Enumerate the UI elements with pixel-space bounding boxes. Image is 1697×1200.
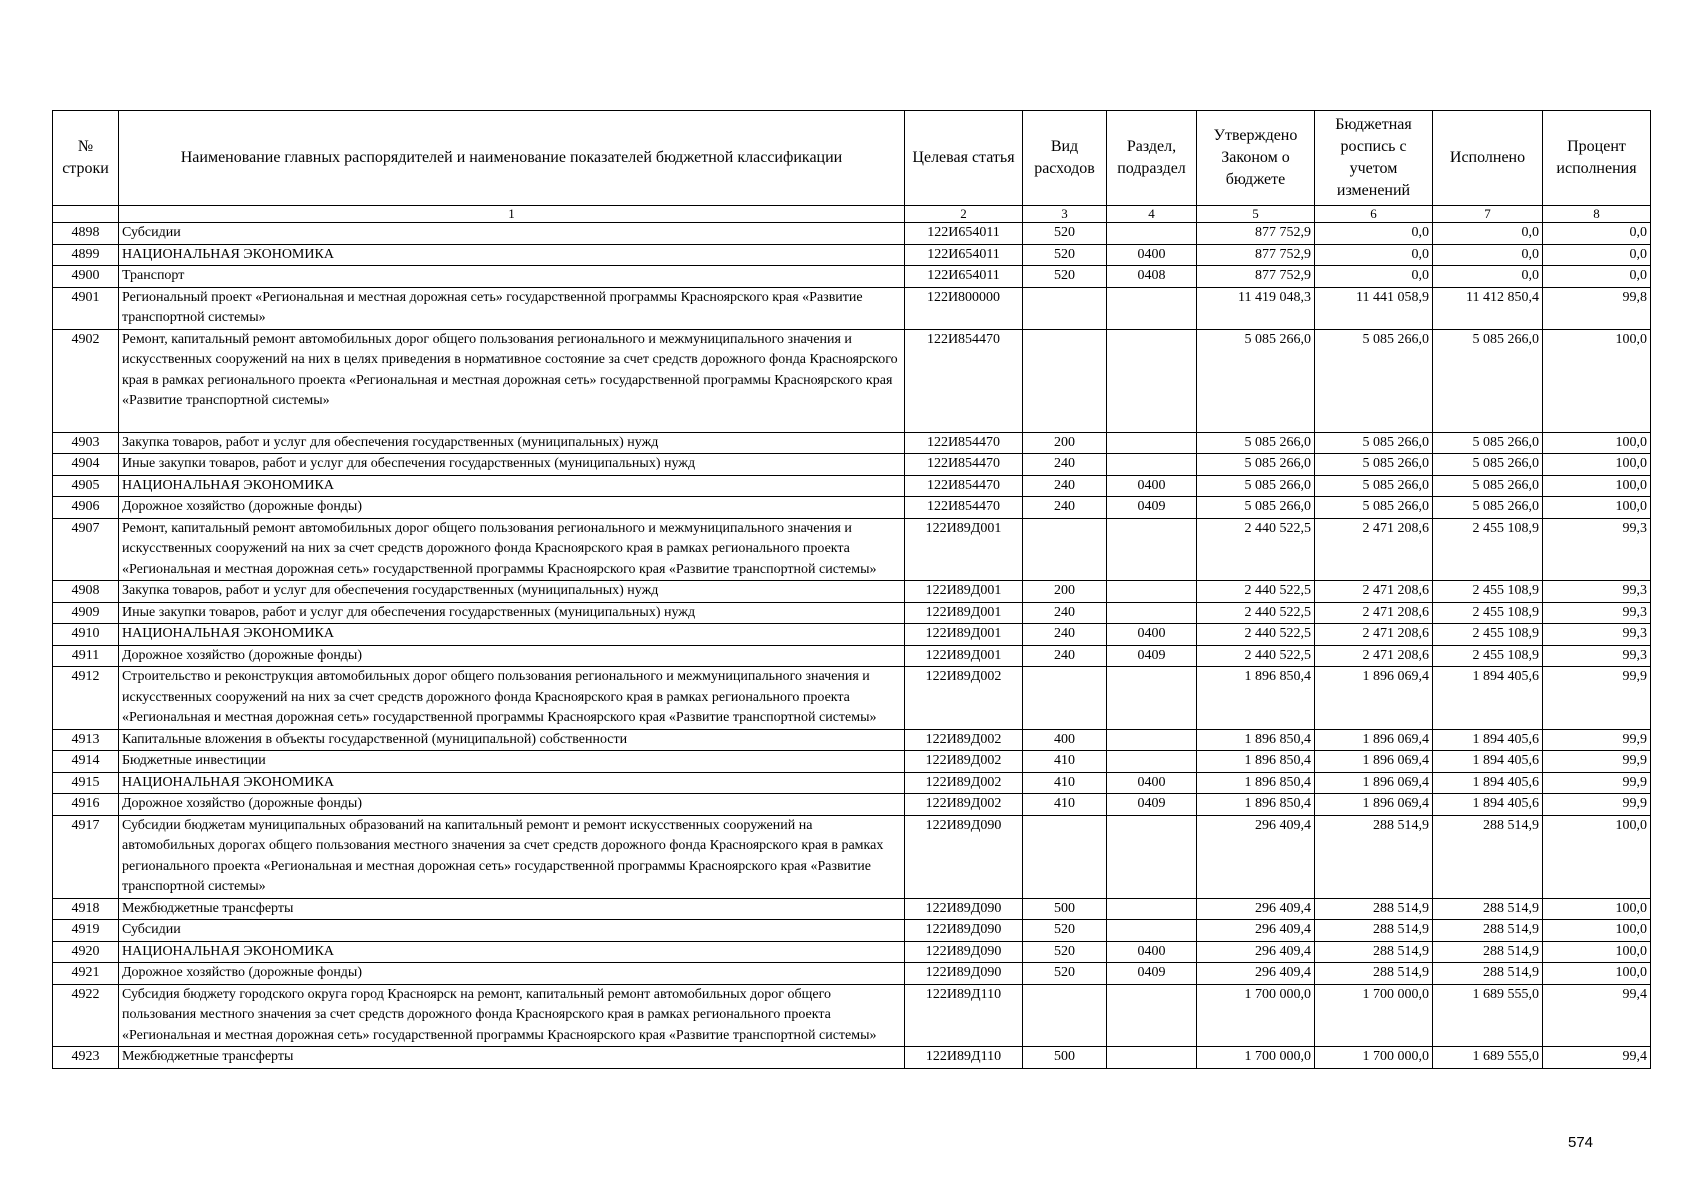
roster-amount-cell: 1 896 069,4 (1315, 751, 1433, 773)
row-number-cell: 4900 (53, 266, 119, 288)
roster-amount-cell: 0,0 (1315, 244, 1433, 266)
row-number-cell: 4919 (53, 920, 119, 942)
roster-amount-cell: 0,0 (1315, 223, 1433, 245)
section-cell (1107, 1047, 1197, 1069)
row-name-cell: Ремонт, капитальный ремонт автомобильных дорог общего пользования регионального и межмуниципального значения и искусственных сооружений на них за счет средств дорожного фонда Красноярского края в рамках регионального проекта «Региональная и местная дорожная сеть» государственной программы Красноярского края «Развитие транспортной системы» (119, 518, 905, 581)
row-number-cell: 4911 (53, 645, 119, 667)
target-article-cell: 122И89Д002 (905, 751, 1023, 773)
executed-amount-cell: 2 455 108,9 (1433, 624, 1543, 646)
executed-amount-cell: 1 894 405,6 (1433, 794, 1543, 816)
approved-amount-cell: 2 440 522,5 (1197, 581, 1315, 603)
row-number-cell: 4908 (53, 581, 119, 603)
approved-amount-cell: 11 419 048,3 (1197, 287, 1315, 329)
section-cell (1107, 815, 1197, 898)
row-number-cell: 4903 (53, 432, 119, 454)
target-article-cell: 122И89Д090 (905, 963, 1023, 985)
executed-amount-cell: 288 514,9 (1433, 815, 1543, 898)
row-number-cell: 4918 (53, 898, 119, 920)
approved-amount-cell: 5 085 266,0 (1197, 497, 1315, 519)
section-cell: 0400 (1107, 624, 1197, 646)
roster-amount-cell: 288 514,9 (1315, 920, 1433, 942)
row-number-cell: 4902 (53, 329, 119, 432)
section-cell: 0409 (1107, 645, 1197, 667)
target-article-cell: 122И854470 (905, 329, 1023, 432)
row-name-cell: Капитальные вложения в объекты государственной (муниципальной) собственности (119, 729, 905, 751)
percent-cell: 99,8 (1543, 287, 1651, 329)
executed-amount-cell: 2 455 108,9 (1433, 602, 1543, 624)
expense-type-cell: 520 (1023, 963, 1107, 985)
table-row (53, 329, 1651, 432)
row-name-cell: Строительство и реконструкция автомобильных дорог общего пользования регионального и межмуниципального значения и искусственных сооружений на них за счет средств дорожного фонда Красноярского края в рамках регионального проекта «Региональная и местная дорожная сеть» государственной программы Красноярского края «Развитие транспортной системы» (119, 667, 905, 730)
approved-amount-cell: 877 752,9 (1197, 244, 1315, 266)
percent-cell: 0,0 (1543, 244, 1651, 266)
col-header-rz: Раздел, подраздел (1107, 111, 1197, 206)
percent-cell: 100,0 (1543, 329, 1651, 432)
row-name-cell: Дорожное хозяйство (дорожные фонды) (119, 963, 905, 985)
expense-type-cell: 410 (1023, 772, 1107, 794)
row-name-cell: Субсидии (119, 920, 905, 942)
table-row (53, 920, 1651, 942)
executed-amount-cell: 5 085 266,0 (1433, 497, 1543, 519)
row-name-cell: НАЦИОНАЛЬНАЯ ЭКОНОМИКА (119, 941, 905, 963)
table-row (53, 432, 1651, 454)
percent-cell: 0,0 (1543, 266, 1651, 288)
executed-amount-cell: 0,0 (1433, 223, 1543, 245)
roster-amount-cell: 288 514,9 (1315, 898, 1433, 920)
target-article-cell: 122И89Д110 (905, 1047, 1023, 1069)
row-number-cell: 4923 (53, 1047, 119, 1069)
column-number-row (53, 206, 1651, 223)
section-cell: 0409 (1107, 963, 1197, 985)
target-article-cell: 122И89Д002 (905, 772, 1023, 794)
col-number: 4 (1107, 206, 1197, 223)
section-cell (1107, 667, 1197, 730)
roster-amount-cell: 2 471 208,6 (1315, 624, 1433, 646)
section-cell (1107, 287, 1197, 329)
row-name-cell: Дорожное хозяйство (дорожные фонды) (119, 497, 905, 519)
expense-type-cell: 240 (1023, 645, 1107, 667)
col-header-row-no: № строки (53, 111, 119, 206)
table-body (53, 223, 1651, 1069)
row-number-cell: 4907 (53, 518, 119, 581)
expense-type-cell (1023, 984, 1107, 1047)
percent-cell: 100,0 (1543, 941, 1651, 963)
row-number-cell: 4898 (53, 223, 119, 245)
percent-cell: 99,9 (1543, 772, 1651, 794)
row-name-cell: Региональный проект «Региональная и местная дорожная сеть» государственной программы Красноярского края «Развитие транспортной системы» (119, 287, 905, 329)
target-article-cell: 122И89Д002 (905, 794, 1023, 816)
section-cell (1107, 898, 1197, 920)
percent-cell: 100,0 (1543, 497, 1651, 519)
row-name-cell: НАЦИОНАЛЬНАЯ ЭКОНОМИКА (119, 475, 905, 497)
percent-cell: 99,9 (1543, 667, 1651, 730)
expense-type-cell (1023, 815, 1107, 898)
roster-amount-cell: 1 700 000,0 (1315, 1047, 1433, 1069)
expense-type-cell: 240 (1023, 475, 1107, 497)
approved-amount-cell: 1 896 850,4 (1197, 772, 1315, 794)
percent-cell: 99,3 (1543, 624, 1651, 646)
col-number: 2 (905, 206, 1023, 223)
col-number: 6 (1315, 206, 1433, 223)
percent-cell: 100,0 (1543, 454, 1651, 476)
executed-amount-cell: 2 455 108,9 (1433, 581, 1543, 603)
row-name-cell: Дорожное хозяйство (дорожные фонды) (119, 794, 905, 816)
expense-type-cell: 400 (1023, 729, 1107, 751)
col-header-executed: Исполнено (1433, 111, 1543, 206)
executed-amount-cell: 5 085 266,0 (1433, 475, 1543, 497)
target-article-cell: 122И854470 (905, 454, 1023, 476)
table-row (53, 266, 1651, 288)
table-row (53, 581, 1651, 603)
approved-amount-cell: 5 085 266,0 (1197, 329, 1315, 432)
roster-amount-cell: 11 441 058,9 (1315, 287, 1433, 329)
target-article-cell: 122И89Д090 (905, 898, 1023, 920)
section-cell: 0400 (1107, 772, 1197, 794)
target-article-cell: 122И89Д001 (905, 645, 1023, 667)
expense-type-cell: 200 (1023, 581, 1107, 603)
row-number-cell: 4901 (53, 287, 119, 329)
target-article-cell: 122И89Д001 (905, 602, 1023, 624)
executed-amount-cell: 288 514,9 (1433, 920, 1543, 942)
row-number-cell: 4917 (53, 815, 119, 898)
roster-amount-cell: 2 471 208,6 (1315, 602, 1433, 624)
approved-amount-cell: 1 896 850,4 (1197, 794, 1315, 816)
col-number: 1 (119, 206, 905, 223)
col-number: 7 (1433, 206, 1543, 223)
expense-type-cell: 240 (1023, 497, 1107, 519)
table-row (53, 941, 1651, 963)
percent-cell: 99,3 (1543, 581, 1651, 603)
section-cell (1107, 920, 1197, 942)
row-number-cell: 4922 (53, 984, 119, 1047)
budget-table (52, 110, 1651, 1069)
approved-amount-cell: 5 085 266,0 (1197, 454, 1315, 476)
approved-amount-cell: 2 440 522,5 (1197, 602, 1315, 624)
executed-amount-cell: 5 085 266,0 (1433, 454, 1543, 476)
col-number-empty (53, 206, 119, 223)
roster-amount-cell: 0,0 (1315, 266, 1433, 288)
col-number: 8 (1543, 206, 1651, 223)
row-number-cell: 4909 (53, 602, 119, 624)
roster-amount-cell: 1 896 069,4 (1315, 772, 1433, 794)
expense-type-cell: 500 (1023, 1047, 1107, 1069)
expense-type-cell (1023, 287, 1107, 329)
row-number-cell: 4914 (53, 751, 119, 773)
section-cell: 0400 (1107, 244, 1197, 266)
section-cell: 0400 (1107, 941, 1197, 963)
executed-amount-cell: 1 894 405,6 (1433, 751, 1543, 773)
approved-amount-cell: 296 409,4 (1197, 898, 1315, 920)
approved-amount-cell: 2 440 522,5 (1197, 645, 1315, 667)
section-cell: 0408 (1107, 266, 1197, 288)
expense-type-cell: 520 (1023, 941, 1107, 963)
table-row (53, 772, 1651, 794)
expense-type-cell (1023, 329, 1107, 432)
percent-cell: 99,4 (1543, 1047, 1651, 1069)
approved-amount-cell: 1 700 000,0 (1197, 984, 1315, 1047)
section-cell (1107, 984, 1197, 1047)
executed-amount-cell: 2 455 108,9 (1433, 518, 1543, 581)
percent-cell: 99,9 (1543, 751, 1651, 773)
table-row (53, 1047, 1651, 1069)
executed-amount-cell: 1 689 555,0 (1433, 984, 1543, 1047)
row-name-cell: Транспорт (119, 266, 905, 288)
section-cell (1107, 602, 1197, 624)
approved-amount-cell: 2 440 522,5 (1197, 518, 1315, 581)
row-number-cell: 4916 (53, 794, 119, 816)
percent-cell: 99,3 (1543, 645, 1651, 667)
target-article-cell: 122И654011 (905, 223, 1023, 245)
roster-amount-cell: 2 471 208,6 (1315, 518, 1433, 581)
col-header-name: Наименование главных распорядителей и наименование показателей бюджетной классификации (119, 111, 905, 206)
executed-amount-cell: 288 514,9 (1433, 963, 1543, 985)
row-name-cell: Межбюджетные трансферты (119, 898, 905, 920)
expense-type-cell: 520 (1023, 920, 1107, 942)
executed-amount-cell: 1 894 405,6 (1433, 729, 1543, 751)
table-row (53, 624, 1651, 646)
target-article-cell: 122И89Д002 (905, 729, 1023, 751)
executed-amount-cell: 11 412 850,4 (1433, 287, 1543, 329)
row-number-cell: 4921 (53, 963, 119, 985)
section-cell: 0409 (1107, 497, 1197, 519)
table-row (53, 454, 1651, 476)
section-cell (1107, 751, 1197, 773)
table-row (53, 898, 1651, 920)
percent-cell: 100,0 (1543, 963, 1651, 985)
row-number-cell: 4912 (53, 667, 119, 730)
table-row (53, 645, 1651, 667)
header-row (53, 111, 1651, 206)
expense-type-cell: 410 (1023, 794, 1107, 816)
table-row (53, 244, 1651, 266)
col-header-roster: Бюджетная роспись с учетом изменений (1315, 111, 1433, 206)
row-name-cell: Субсидия бюджету городского округа город Красноярск на ремонт, капитальный ремонт автомобильных дорог общего пользования местного значения за счет средств дорожного фонда Красноярского края в рамках регионального проекта «Региональная и местная дорожная сеть» государственной программы Красноярского края «Развитие транспортной системы» (119, 984, 905, 1047)
executed-amount-cell: 1 894 405,6 (1433, 772, 1543, 794)
approved-amount-cell: 296 409,4 (1197, 963, 1315, 985)
roster-amount-cell: 1 896 069,4 (1315, 729, 1433, 751)
approved-amount-cell: 5 085 266,0 (1197, 475, 1315, 497)
expense-type-cell (1023, 518, 1107, 581)
executed-amount-cell: 1 689 555,0 (1433, 1047, 1543, 1069)
percent-cell: 100,0 (1543, 920, 1651, 942)
section-cell (1107, 432, 1197, 454)
expense-type-cell: 240 (1023, 602, 1107, 624)
section-cell: 0400 (1107, 475, 1197, 497)
row-number-cell: 4915 (53, 772, 119, 794)
percent-cell: 99,4 (1543, 984, 1651, 1047)
roster-amount-cell: 2 471 208,6 (1315, 645, 1433, 667)
table-row (53, 667, 1651, 730)
roster-amount-cell: 288 514,9 (1315, 941, 1433, 963)
table-row (53, 794, 1651, 816)
table-row (53, 815, 1651, 898)
target-article-cell: 122И89Д110 (905, 984, 1023, 1047)
table-row (53, 518, 1651, 581)
roster-amount-cell: 5 085 266,0 (1315, 432, 1433, 454)
row-number-cell: 4906 (53, 497, 119, 519)
row-name-cell: Иные закупки товаров, работ и услуг для обеспечения государственных (муниципальных) нужд (119, 454, 905, 476)
target-article-cell: 122И89Д090 (905, 941, 1023, 963)
target-article-cell: 122И654011 (905, 244, 1023, 266)
target-article-cell: 122И89Д001 (905, 518, 1023, 581)
row-name-cell: Субсидии бюджетам муниципальных образований на капитальный ремонт и ремонт искусственных сооружений на автомобильных дорогах общего пользования местного значения за счет средств дорожного фонда Красноярского края в рамках регионального проекта «Региональная и местная дорожная сеть» государственной программы Красноярского края «Развитие транспортной системы» (119, 815, 905, 898)
executed-amount-cell: 288 514,9 (1433, 898, 1543, 920)
approved-amount-cell: 296 409,4 (1197, 815, 1315, 898)
row-name-cell: НАЦИОНАЛЬНАЯ ЭКОНОМИКА (119, 624, 905, 646)
approved-amount-cell: 1 700 000,0 (1197, 1047, 1315, 1069)
target-article-cell: 122И89Д001 (905, 581, 1023, 603)
col-header-target: Целевая статья (905, 111, 1023, 206)
row-name-cell: Иные закупки товаров, работ и услуг для обеспечения государственных (муниципальных) нужд (119, 602, 905, 624)
expense-type-cell: 520 (1023, 266, 1107, 288)
row-number-cell: 4910 (53, 624, 119, 646)
roster-amount-cell: 1 896 069,4 (1315, 667, 1433, 730)
roster-amount-cell: 5 085 266,0 (1315, 329, 1433, 432)
executed-amount-cell: 288 514,9 (1433, 941, 1543, 963)
target-article-cell: 122И854470 (905, 432, 1023, 454)
approved-amount-cell: 1 896 850,4 (1197, 751, 1315, 773)
approved-amount-cell: 5 085 266,0 (1197, 432, 1315, 454)
section-cell (1107, 329, 1197, 432)
section-cell (1107, 729, 1197, 751)
roster-amount-cell: 5 085 266,0 (1315, 475, 1433, 497)
executed-amount-cell: 2 455 108,9 (1433, 645, 1543, 667)
section-cell (1107, 581, 1197, 603)
budget-report-page (52, 110, 1650, 1069)
row-name-cell: Межбюджетные трансферты (119, 1047, 905, 1069)
row-number-cell: 4905 (53, 475, 119, 497)
approved-amount-cell: 2 440 522,5 (1197, 624, 1315, 646)
approved-amount-cell: 1 896 850,4 (1197, 667, 1315, 730)
expense-type-cell: 500 (1023, 898, 1107, 920)
roster-amount-cell: 288 514,9 (1315, 815, 1433, 898)
page-number: 574 (1568, 1134, 1594, 1151)
roster-amount-cell: 1 700 000,0 (1315, 984, 1433, 1047)
percent-cell: 100,0 (1543, 815, 1651, 898)
percent-cell: 99,9 (1543, 794, 1651, 816)
section-cell: 0409 (1107, 794, 1197, 816)
table-row (53, 287, 1651, 329)
roster-amount-cell: 5 085 266,0 (1315, 497, 1433, 519)
table-row (53, 963, 1651, 985)
executed-amount-cell: 1 894 405,6 (1433, 667, 1543, 730)
percent-cell: 100,0 (1543, 898, 1651, 920)
approved-amount-cell: 296 409,4 (1197, 941, 1315, 963)
row-name-cell: НАЦИОНАЛЬНАЯ ЭКОНОМИКА (119, 772, 905, 794)
expense-type-cell: 520 (1023, 223, 1107, 245)
section-cell (1107, 518, 1197, 581)
approved-amount-cell: 1 896 850,4 (1197, 729, 1315, 751)
percent-cell: 100,0 (1543, 432, 1651, 454)
expense-type-cell: 520 (1023, 244, 1107, 266)
target-article-cell: 122И89Д002 (905, 667, 1023, 730)
col-header-approved: Утверждено Законом о бюджете (1197, 111, 1315, 206)
target-article-cell: 122И89Д090 (905, 815, 1023, 898)
table-row (53, 984, 1651, 1047)
roster-amount-cell: 5 085 266,0 (1315, 454, 1433, 476)
target-article-cell: 122И89Д001 (905, 624, 1023, 646)
target-article-cell: 122И800000 (905, 287, 1023, 329)
section-cell (1107, 223, 1197, 245)
table-row (53, 497, 1651, 519)
table-row (53, 751, 1651, 773)
approved-amount-cell: 877 752,9 (1197, 266, 1315, 288)
row-name-cell: Дорожное хозяйство (дорожные фонды) (119, 645, 905, 667)
row-name-cell: НАЦИОНАЛЬНАЯ ЭКОНОМИКА (119, 244, 905, 266)
expense-type-cell: 200 (1023, 432, 1107, 454)
table-row (53, 729, 1651, 751)
row-name-cell: Закупка товаров, работ и услуг для обеспечения государственных (муниципальных) нужд (119, 432, 905, 454)
target-article-cell: 122И854470 (905, 475, 1023, 497)
expense-type-cell: 240 (1023, 624, 1107, 646)
target-article-cell: 122И854470 (905, 497, 1023, 519)
section-cell (1107, 454, 1197, 476)
percent-cell: 99,3 (1543, 518, 1651, 581)
roster-amount-cell: 288 514,9 (1315, 963, 1433, 985)
target-article-cell: 122И89Д090 (905, 920, 1023, 942)
roster-amount-cell: 2 471 208,6 (1315, 581, 1433, 603)
approved-amount-cell: 296 409,4 (1197, 920, 1315, 942)
expense-type-cell: 240 (1023, 454, 1107, 476)
row-number-cell: 4899 (53, 244, 119, 266)
row-name-cell: Субсидии (119, 223, 905, 245)
row-name-cell: Закупка товаров, работ и услуг для обеспечения государственных (муниципальных) нужд (119, 581, 905, 603)
roster-amount-cell: 1 896 069,4 (1315, 794, 1433, 816)
row-name-cell: Ремонт, капитальный ремонт автомобильных дорог общего пользования регионального и межмуниципального значения и искусственных сооружений на них в целях приведения в нормативное состояние за счет средств дорожного фонда Красноярского края в рамках регионального проекта «Региональная и местная дорожная сеть» государственной программы Красноярского края «Развитие транспортной системы» (119, 329, 905, 432)
approved-amount-cell: 877 752,9 (1197, 223, 1315, 245)
table-row (53, 475, 1651, 497)
col-header-percent: Процент исполнения (1543, 111, 1651, 206)
executed-amount-cell: 0,0 (1433, 244, 1543, 266)
row-number-cell: 4904 (53, 454, 119, 476)
percent-cell: 0,0 (1543, 223, 1651, 245)
executed-amount-cell: 5 085 266,0 (1433, 432, 1543, 454)
percent-cell: 99,3 (1543, 602, 1651, 624)
expense-type-cell: 410 (1023, 751, 1107, 773)
percent-cell: 100,0 (1543, 475, 1651, 497)
row-number-cell: 4913 (53, 729, 119, 751)
row-name-cell: Бюджетные инвестиции (119, 751, 905, 773)
col-number: 3 (1023, 206, 1107, 223)
table-row (53, 602, 1651, 624)
percent-cell: 99,9 (1543, 729, 1651, 751)
executed-amount-cell: 5 085 266,0 (1433, 329, 1543, 432)
col-header-vr: Вид расходов (1023, 111, 1107, 206)
expense-type-cell (1023, 667, 1107, 730)
col-number: 5 (1197, 206, 1315, 223)
table-row (53, 223, 1651, 245)
executed-amount-cell: 0,0 (1433, 266, 1543, 288)
row-number-cell: 4920 (53, 941, 119, 963)
target-article-cell: 122И654011 (905, 266, 1023, 288)
